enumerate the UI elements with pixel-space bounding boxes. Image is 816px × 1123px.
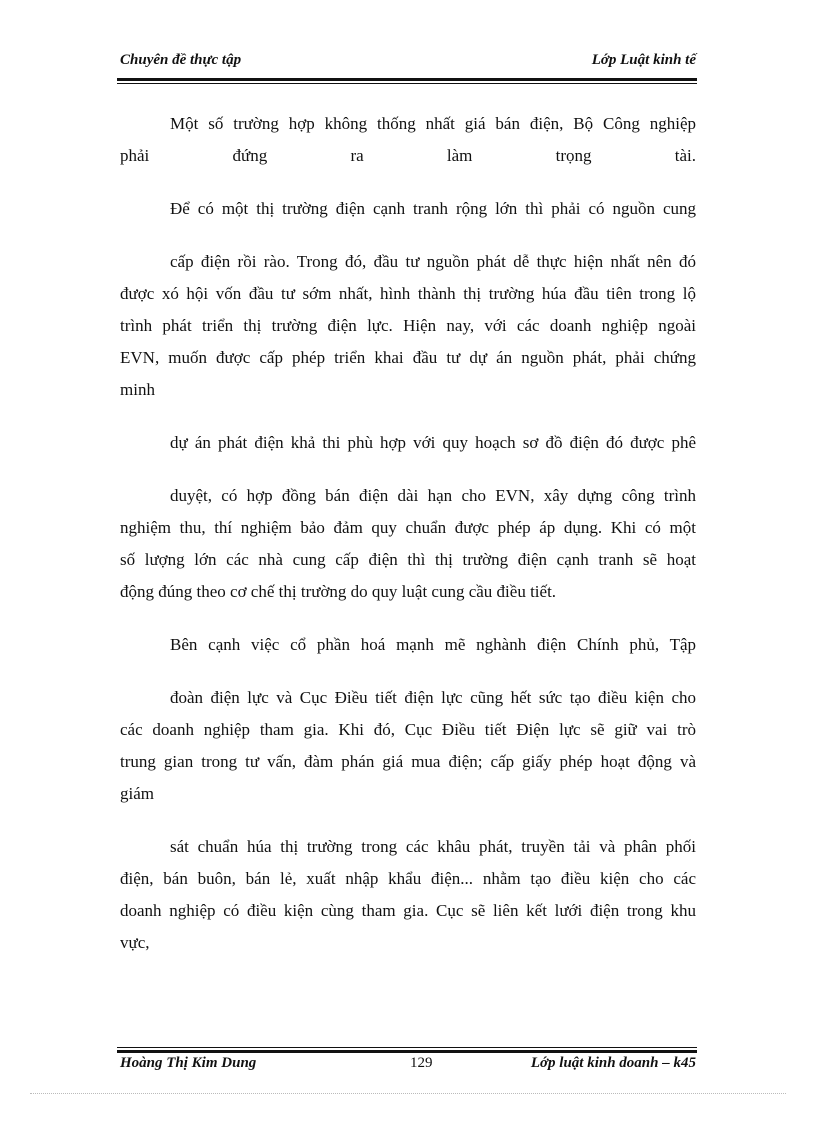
page-bottom-dotted-line bbox=[30, 1093, 786, 1094]
body-text bbox=[120, 108, 696, 959]
text-line: số lượng lớn các nhà cung cấp điện thì thị trường điện cạnh tranh sẽ hoạt bbox=[120, 550, 696, 569]
text-line: duyệt, có hợp đồng bán điện dài hạn cho EVN, xây dựng công trình bbox=[170, 486, 696, 505]
text-line: Bên cạnh việc cổ phần hoá mạnh mẽ nghành điện Chính phủ, Tập bbox=[170, 635, 696, 654]
header-rule-thin bbox=[117, 83, 697, 84]
page-header bbox=[120, 52, 696, 74]
text-line: dự án phát điện khả thi phù hợp với quy hoạch sơ đồ điện đó được phê bbox=[170, 433, 696, 452]
text-line: động đúng theo cơ chế thị trường do quy luật cung cầu điều tiết. bbox=[120, 582, 557, 601]
header-rule-thick bbox=[117, 78, 697, 81]
page-number: 129 bbox=[410, 1055, 433, 1071]
text-line: trình phát triển thị trường điện lực. Hiện nay, với các doanh nghiệp ngoài bbox=[120, 316, 696, 335]
text-line: Để có một thị trường điện cạnh tranh rộng lớn thì phải có nguồn cung bbox=[170, 199, 696, 218]
text-line: giám bbox=[120, 784, 154, 803]
text-line: được xó hội vốn đầu tư sớm nhất, hình thành thị trường húa đầu tiên trong lộ bbox=[120, 284, 696, 303]
text-line: EVN, muốn được cấp phép triển khai đầu tư dự án nguồn phát, phải chứng bbox=[120, 348, 696, 367]
text-line: cấp điện rồi rào. Trong đó, đầu tư nguồn phát dễ thực hiện nhất nên đó bbox=[170, 252, 696, 271]
footer-author: Hoàng Thị Kim Dung bbox=[120, 1055, 257, 1071]
text-line: doanh nghiệp có điều kiện cùng tham gia. Cục sẽ liên kết lưới điện trong khu bbox=[120, 901, 696, 920]
text-line: nghiệm thu, thí nghiệm bảo đảm quy chuẩn được phép áp dụng. Khi có một bbox=[120, 518, 696, 537]
text-line: đoàn điện lực và Cục Điều tiết điện lực cũng hết sức tạo điều kiện cho bbox=[170, 688, 696, 707]
text-line: Một số trường hợp không thống nhất giá bán điện, Bộ Công nghiệp bbox=[170, 114, 696, 133]
text-line: phải đứng ra làm trọng tài. bbox=[120, 146, 696, 165]
text-line: các doanh nghiệp tham gia. Khi đó, Cục Điều tiết Điện lực sẽ giữ vai trò bbox=[120, 720, 696, 739]
header-right-title: Lớp Luật kinh tế bbox=[591, 52, 696, 68]
text-line: sát chuẩn húa thị trường trong các khâu phát, truyền tải và phân phối bbox=[170, 837, 696, 856]
footer-class: Lớp luật kinh doanh – k45 bbox=[530, 1055, 696, 1071]
header-left-title: Chuyên đề thực tập bbox=[120, 52, 242, 68]
text-line: minh bbox=[120, 380, 155, 399]
text-line: vực, bbox=[120, 933, 150, 952]
text-line: trung gian trong tư vấn, đàm phán giá mua điện; cấp giấy phép hoạt động và bbox=[120, 752, 696, 771]
page-footer bbox=[120, 1055, 696, 1077]
footer-rule-thin bbox=[117, 1047, 697, 1048]
footer-rule-thick bbox=[117, 1050, 697, 1053]
text-line: điện, bán buôn, bán lẻ, xuất nhập khẩu điện... nhằm tạo điều kiện cho các bbox=[120, 869, 696, 888]
